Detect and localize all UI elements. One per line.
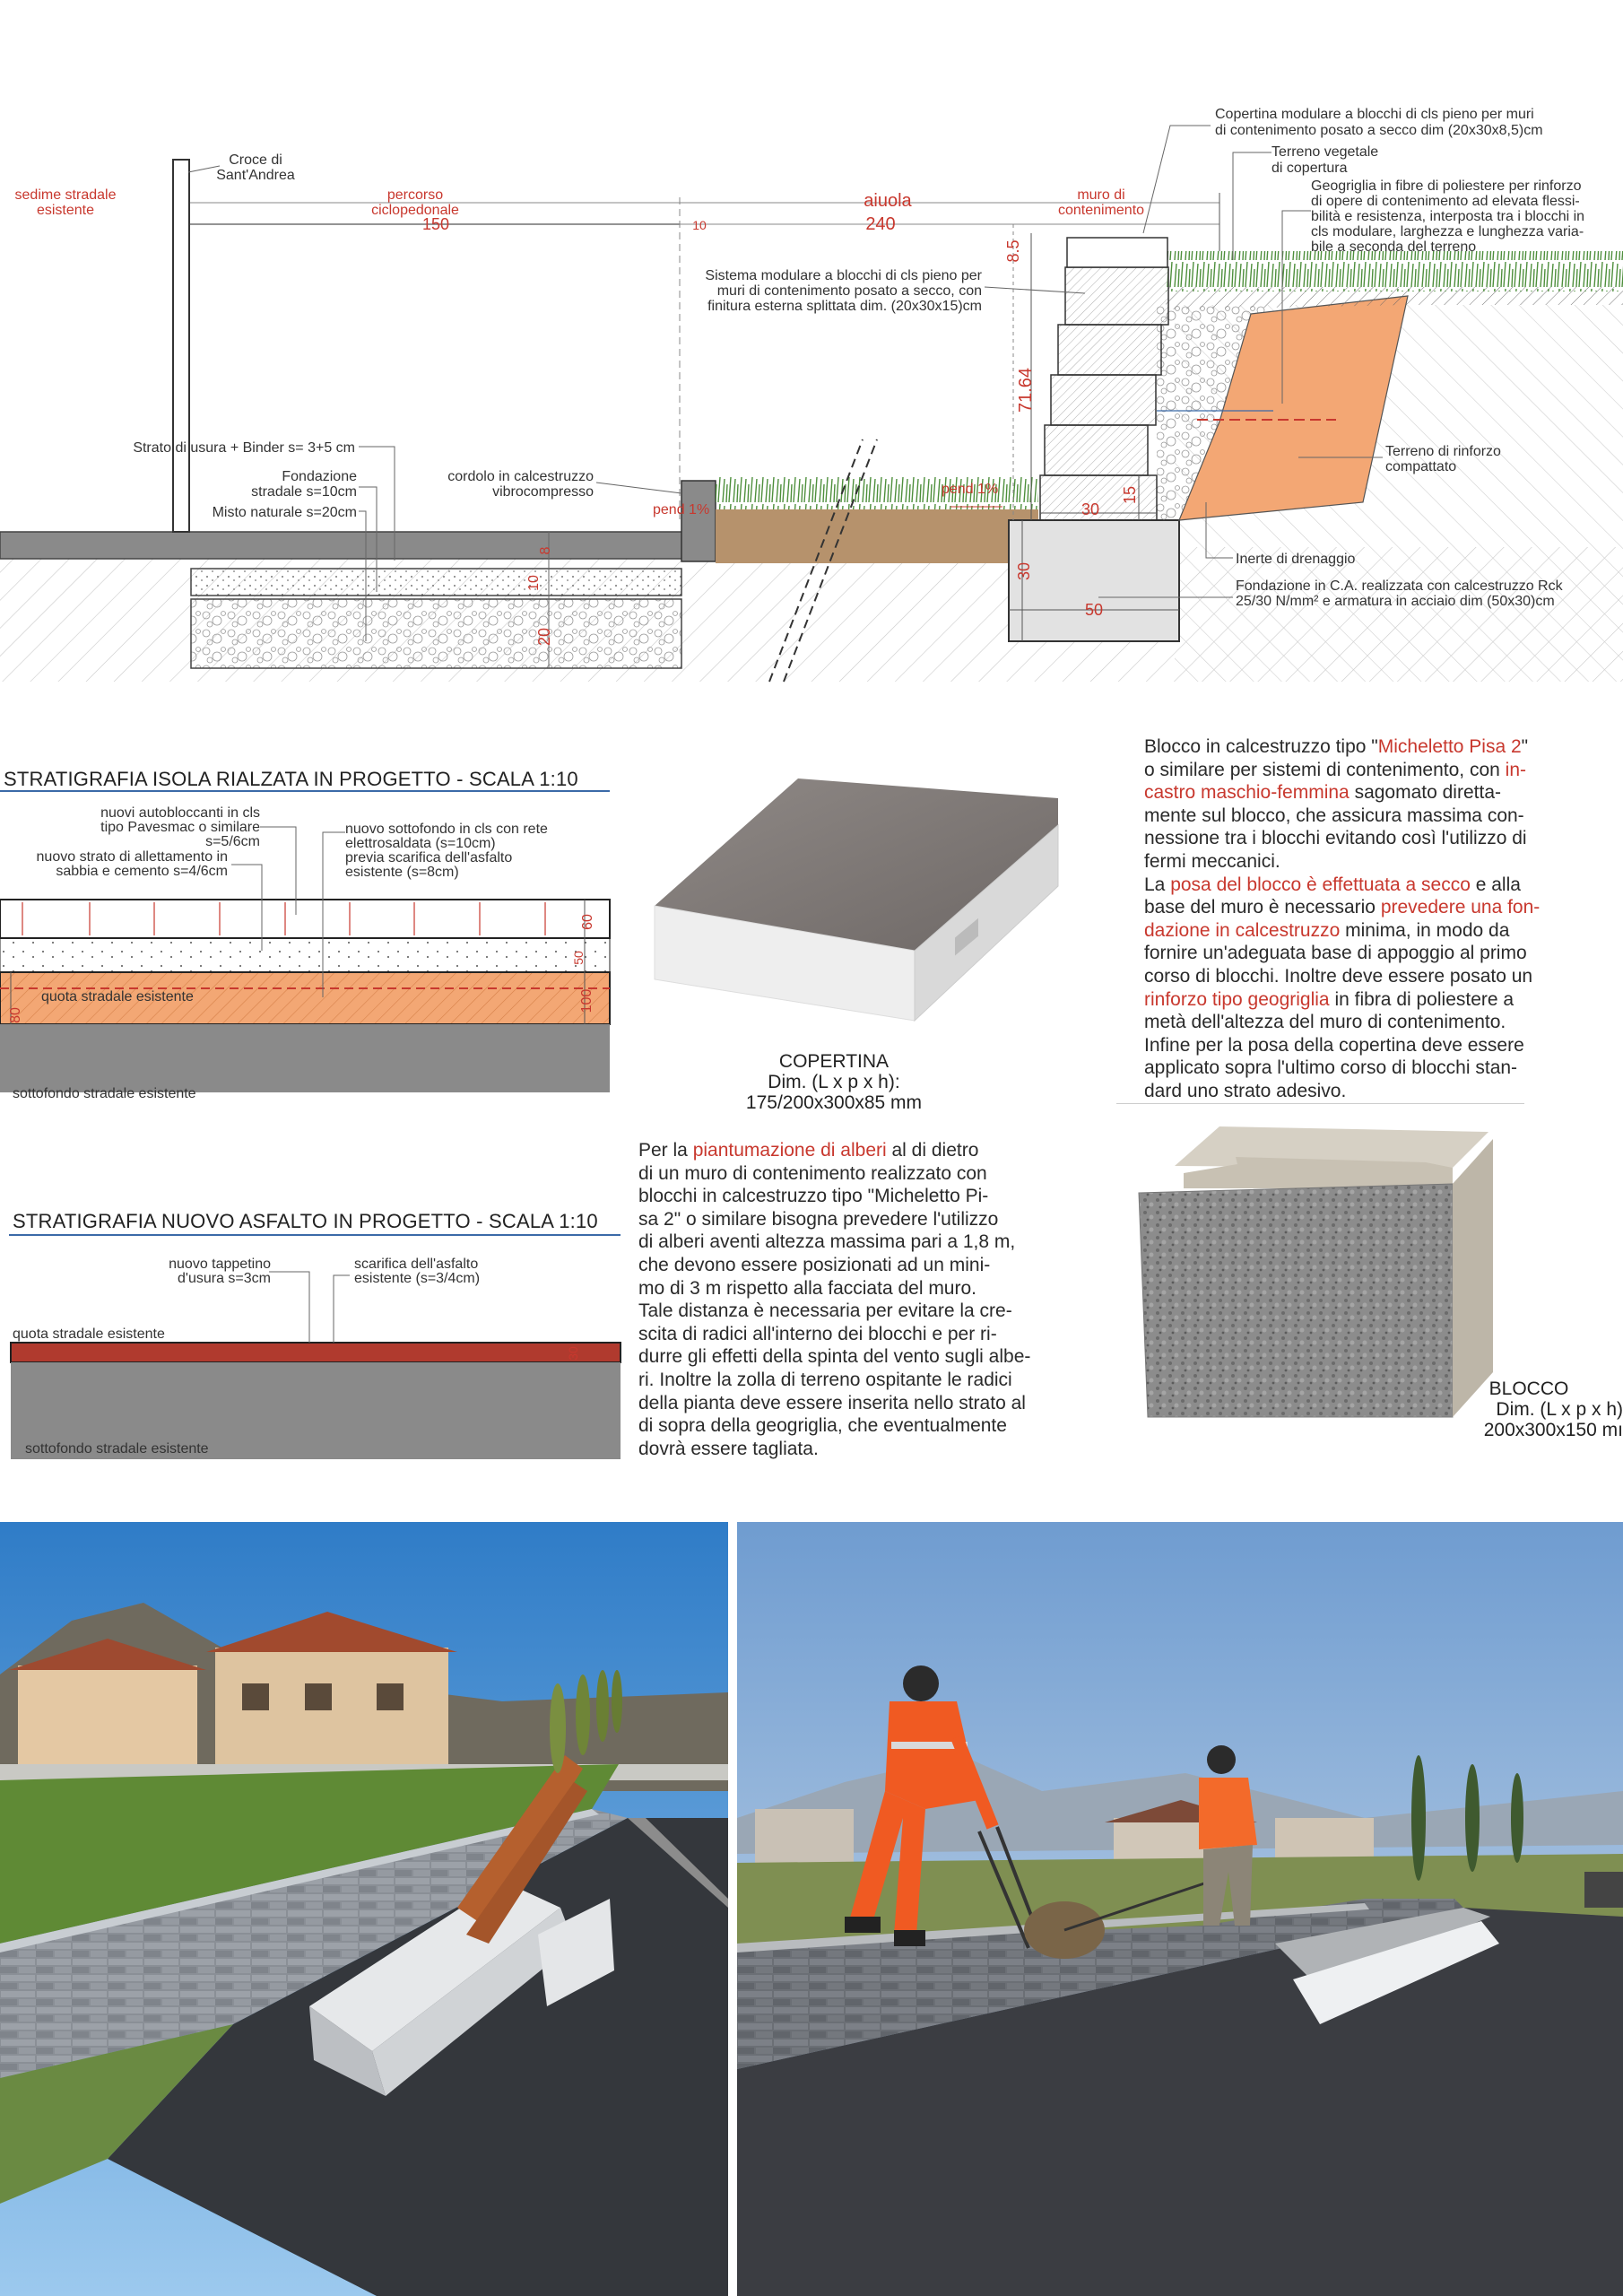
label-croce-2: Sant'Andrea (216, 168, 295, 183)
road-gravel (191, 599, 681, 668)
dim-150: 150 (421, 215, 450, 233)
cross-pole (173, 160, 189, 532)
label-strato-usura: Strato di usura + Binder s= 3+5 cm (133, 440, 355, 456)
strat1-sottofondo-nuovo-2: elettrosaldata (s=10cm) (345, 836, 496, 851)
strat2-sottofondo: sottofondo stradale esistente (25, 1441, 209, 1457)
label-geogriglia-5: bile a seconda del terreno (1311, 239, 1477, 255)
strat1-dim-100: 100 (579, 988, 595, 1013)
strat1-allettamento-2: sabbia e cemento s=4/6cm (56, 864, 228, 879)
label-percorso: percorso (386, 187, 444, 203)
strat1-autobloccanti: nuovi autobloccanti in cls (100, 805, 260, 821)
divider (1116, 1103, 1524, 1104)
dim-240: 240 (865, 214, 896, 234)
label-aiuola: aiuola (864, 191, 912, 211)
label-sistema-2: muri di contenimento posato a secco, con (716, 283, 982, 299)
strat2-tappetino: nuovo tappetino (169, 1257, 271, 1272)
label-muro: muro di (1077, 187, 1125, 203)
copertina-image (646, 771, 1067, 1031)
label-croce: Croce di (229, 152, 282, 168)
strat2-diagram (0, 1232, 628, 1474)
dim-30-a: 30 (1081, 500, 1100, 518)
label-sedime-2: esistente (36, 203, 95, 218)
blocco-dim-value: 200x300x150 mı (1483, 1420, 1623, 1440)
label-geogriglia: Geogriglia in fibre di poliestere per rinforzo (1311, 178, 1582, 194)
strat1-diagram (0, 789, 619, 1112)
label-cordolo: cordolo in calcestruzzo (447, 469, 594, 484)
label-misto: Misto naturale s=20cm (212, 505, 357, 520)
label-pend-1: pend 1% (653, 502, 710, 517)
wall-blocks (1040, 238, 1168, 520)
dim-10: 10 (692, 218, 707, 232)
label-fondazione-stradale: Fondazione (282, 469, 357, 484)
dim-20: 20 (535, 627, 553, 647)
dim-8-5: 8.5 (1004, 239, 1022, 263)
label-geogriglia-2: di opere di contenimento ad elevata flessi- (1311, 194, 1580, 209)
photo-workers (737, 1522, 1623, 2296)
road-foundation (191, 569, 681, 596)
label-fondazione-stradale-2: stradale s=10cm (251, 484, 357, 500)
dim-50: 50 (1084, 601, 1104, 619)
strat2-title: STRATIGRAFIA NUOVO ASFALTO IN PROGETTO - SCALA 1:10 (13, 1210, 598, 1232)
label-fondazione-ca-2: 25/30 N/mm² e armatura in acciaio dim (50x30)cm (1236, 594, 1555, 609)
label-sedime: sedime stradale (14, 187, 117, 203)
copertina-name: COPERTINA (778, 1051, 890, 1072)
cross-section-diagram (0, 107, 1623, 682)
blocco-name: BLOCCO (1488, 1378, 1569, 1399)
label-copertina-note-2: di contenimento posato a secco dim (20x30x8,5)cm (1215, 123, 1543, 138)
description-right: Blocco in calcestruzzo tipo "Micheletto Pisa 2" o similare per sistemi di contenimento, con in- castro maschio-femmina sagomato diretta- mente sul blocco, che assicura massima con- nessione tra i blocchi evitando così l'utilizzo di fermi meccanici. La posa del blocco è effettuata a secco e alla base del muro è necessario prevedere una fon- dazione in calcestruzzo minima, in modo da fornire un'adeguata base di appoggio al primo corso di blocchi. Inoltre deve essere posato un rinforzo tipo geogriglia in fibra di poliestere a metà dell'altezza del muro di contenimento. Infine per la posa della copertina deve essere applicato sopra l'ultimo corso di blocchi stan- dard uno strato adesivo. (1144, 736, 1541, 1101)
blocco-caption (1435, 1378, 1623, 1440)
label-geogriglia-4: cls modulare, larghezza e lunghezza varia- (1311, 224, 1584, 239)
label-muro-2: contenimento (1057, 203, 1145, 218)
label-fondazione-ca: Fondazione in C.A. realizzata con calcestruzzo Rck (1236, 578, 1563, 594)
strat2-quota: quota stradale esistente (13, 1326, 165, 1342)
strat2-tappetino-2: d'usura s=3cm (178, 1271, 271, 1286)
road-asphalt (0, 532, 708, 559)
strat1-dim-80: 80 (8, 1007, 23, 1023)
strat2-scarifica: scarifica dell'asfalto (354, 1257, 479, 1272)
dim-10-b: 10 (526, 575, 542, 591)
strat1-dim-50: 50 (571, 951, 586, 965)
photo-bench-wall (0, 1522, 728, 2296)
label-sistema: Sistema modulare a blocchi di cls pieno per (705, 268, 982, 283)
copertina-caption (717, 1051, 950, 1113)
copertina-dim-label: Dim. (L x p x h): (768, 1072, 900, 1092)
strat1-sottofondo: sottofondo stradale esistente (13, 1086, 196, 1101)
blocco-dim-label: Dim. (L x p x h) (1496, 1399, 1623, 1420)
label-terreno-rinforzo: Terreno di rinforzo (1385, 444, 1501, 459)
label-cordolo-2: vibrocompresso (492, 484, 594, 500)
label-sistema-3: finitura esterna splittata dim. (20x30x15)cm (707, 299, 982, 314)
strat1-dim-60: 60 (580, 914, 595, 930)
soil-bed (716, 509, 1038, 563)
strat1-sottofondo-nuovo: nuovo sottofondo in cls con rete (345, 822, 548, 837)
label-terreno-vegetale: Terreno vegetale (1271, 144, 1379, 160)
label-percorso-2: ciclopedonale (371, 203, 459, 218)
strat1-autobloccanti-3: s=5/6cm (205, 834, 260, 849)
label-geogriglia-3: bilità e resistenza, interposta tra i blocchi in (1311, 209, 1585, 224)
strat1-title: STRATIGRAFIA ISOLA RIALZATA IN PROGETTO - SCALA 1:10 (4, 768, 578, 790)
description-mid: Per la piantumazione di alberi al di dietro di un muro di contenimento realizzato con blocchi in calcestruzzo tipo "Micheletto Pi- sa 2" o similare bisogna prevedere l'utilizzo di alberi aventi altezza massima pari a 1,8 m, che devono essere posizionati ad un mini- mo di 3 m rispetto alla facciata del muro. Tale distanza è necessaria per evitare la cre- scita di radici all'interno dei blocchi e per ri- durre gli effetti della spinta del vento sugli albe- ri. Inoltre la zolla di terreno ospitante le radici della pianta deve essere inserita nello strato al di sopra della geogriglia, che eventualmente dovrà essere tagliata. (638, 1140, 1031, 1459)
strat2-dim-30: 30 (566, 1346, 580, 1361)
strat1-sottofondo-nuovo-4: esistente (s=8cm) (345, 865, 459, 880)
copertina-dim-value: 175/200x300x85 mm (745, 1092, 923, 1113)
strat1-allettamento: nuovo strato di allettamento in (36, 849, 228, 865)
dim-15: 15 (1121, 485, 1139, 505)
curb (681, 481, 716, 561)
strat2-scarifica-2: esistente (s=3/4cm) (354, 1271, 481, 1286)
label-terreno-vegetale-2: di copertura (1271, 161, 1348, 176)
label-terreno-rinforzo-2: compattato (1385, 459, 1457, 474)
wall-foundation (1009, 520, 1179, 641)
dim-8: 8 (538, 546, 553, 555)
strat1-sottofondo-nuovo-3: previa scarifica dell'asfalto (345, 850, 513, 865)
label-copertina-note: Copertina modulare a blocchi di cls pieno per muri (1215, 107, 1534, 122)
label-inerte: Inerte di drenaggio (1236, 552, 1356, 567)
strat1-autobloccanti-2: tipo Pavesmac o similare (100, 820, 260, 835)
dim-30-b: 30 (1015, 561, 1033, 581)
dim-71-64: 71.64 (1016, 367, 1036, 413)
strat1-quota: quota stradale esistente (41, 989, 194, 1004)
label-pend-2: pend 1% (942, 482, 999, 497)
